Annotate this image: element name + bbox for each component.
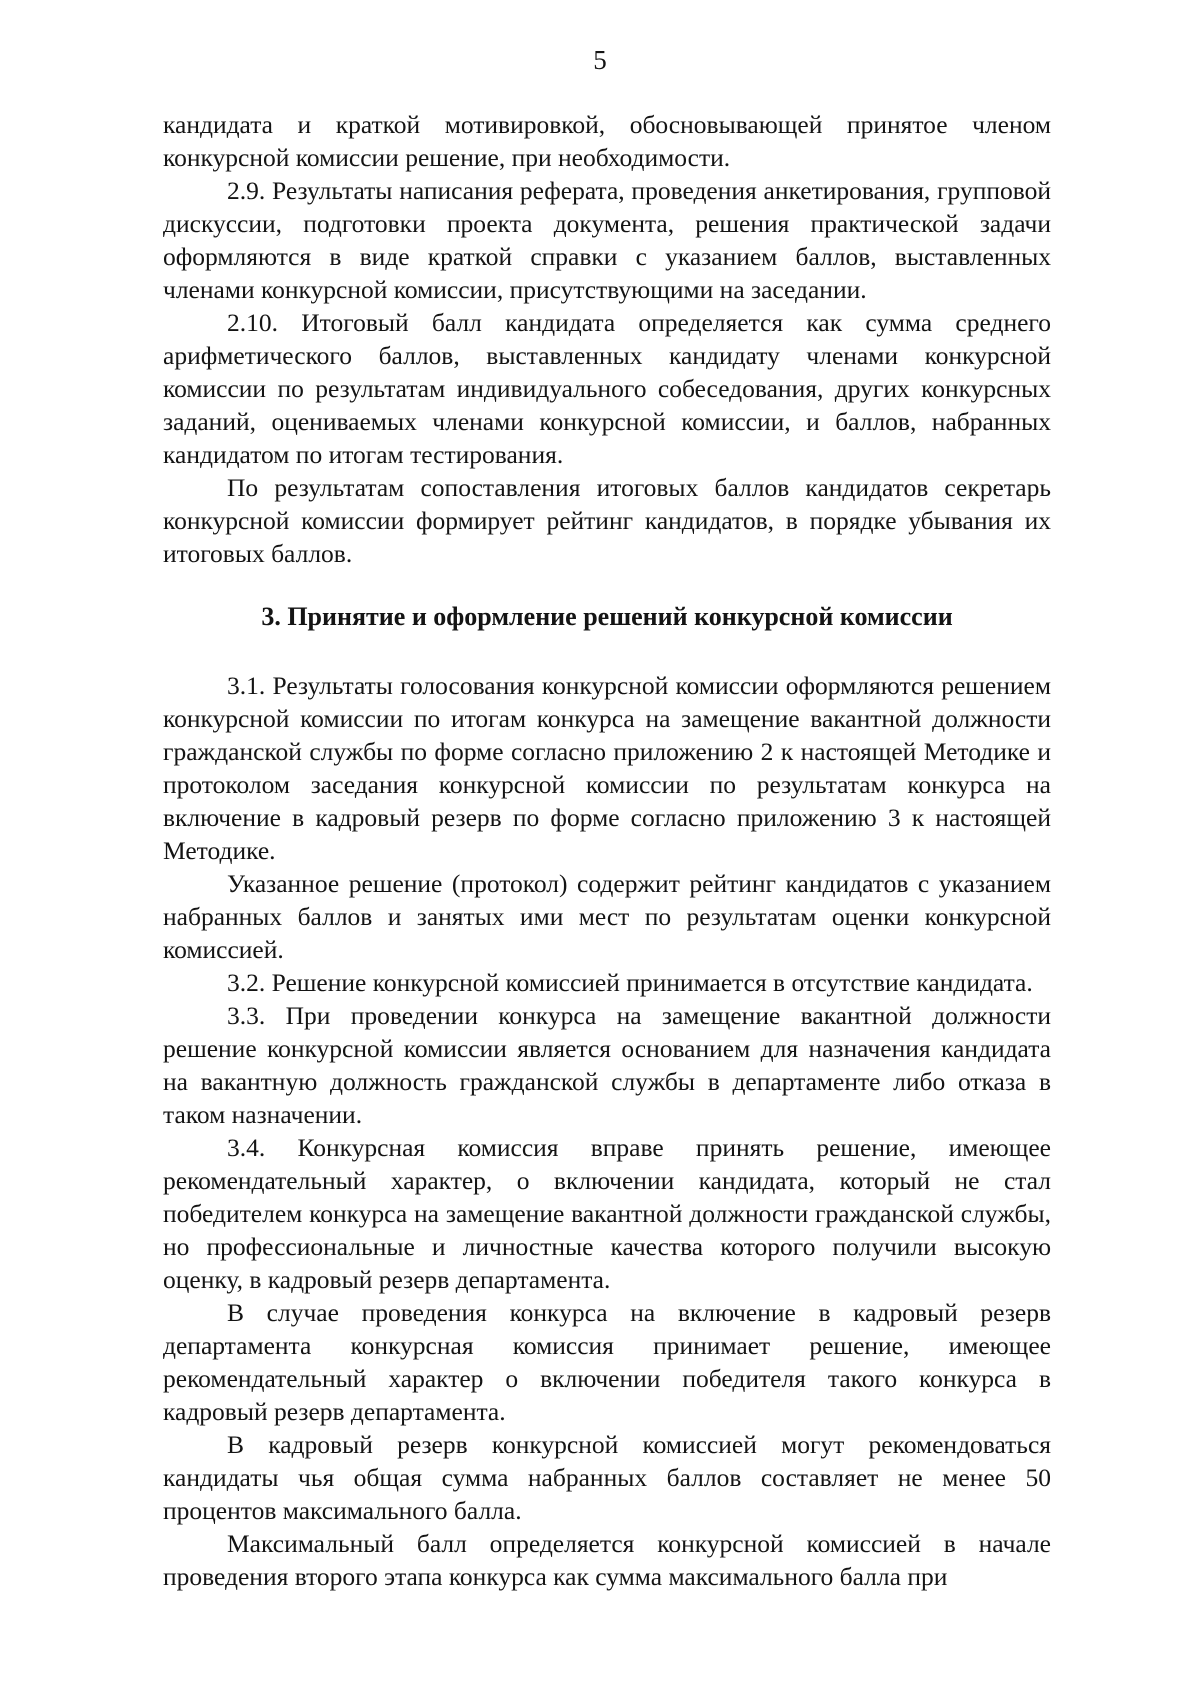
paragraph: В случае проведения конкурса на включение в кадровый резерв департамента конкурсная комиссия принимает решение, имеющее рекомендательный характер о включении победителя такого конкурса в кадровый резерв департамента. — [163, 1298, 1051, 1426]
paragraph-3-2: 3.2. Решение конкурсной комиссией принимается в отсутствие кандидата. — [227, 968, 1033, 997]
paragraph: кандидата и краткой мотивировкой, обосновывающей принятое членом конкурсной комиссии решение, при необходимости. — [163, 110, 1051, 172]
paragraph: В кадровый резерв конкурсной комиссией могут рекомендоваться кандидаты чья общая сумма набранных баллов составляет не менее 50 процентов максимального балла. — [163, 1430, 1051, 1525]
document-body — [163, 108, 1051, 1593]
paragraph-3-4: 3.4. Конкурсная комиссия вправе принять решение, имеющее рекомендательный характер, о включении кандидата, который не стал победителем конкурса на замещение вакантной должности гражданской службы, но профессиональные и личностные качества которого получили высокую оценку, в кадровый резерв департамента. — [163, 1133, 1051, 1294]
paragraph: Указанное решение (протокол) содержит рейтинг кандидатов с указанием набранных баллов и занятых ими мест по результатам оценки конкурсной комиссией. — [163, 869, 1051, 964]
paragraph: Максимальный балл определяется конкурсной комиссией в начале проведения второго этапа конкурса как сумма максимального балла при — [163, 1529, 1051, 1591]
section-heading: 3. Принятие и оформление решений конкурсной комиссии — [261, 602, 953, 631]
paragraph-3-3: 3.3. При проведении конкурса на замещение вакантной должности решение конкурсной комиссии является основанием для назначения кандидата на вакантную должность гражданской службы в департаменте либо отказа в таком назначении. — [163, 1001, 1051, 1129]
paragraph: По результатам сопоставления итоговых баллов кандидатов секретарь конкурсной комиссии формирует рейтинг кандидатов, в порядке убывания их итоговых баллов. — [163, 473, 1051, 568]
paragraph-3-1: 3.1. Результаты голосования конкурсной комиссии оформляются решением конкурсной комиссии по итогам конкурса на замещение вакантной должности гражданской службы по форме согласно приложению 2 к настоящей Методике и протоколом заседания конкурсной комиссии по результатам конкурса на включение в кадровый резерв по форме согласно приложению 3 к настоящей Методике. — [163, 671, 1051, 865]
paragraph-2-9: 2.9. Результаты написания реферата, проведения анкетирования, групповой дискуссии, подготовки проекта документа, решения практической задачи оформляются в виде краткой справки с указанием баллов, выставленных членами конкурсной комиссии, присутствующими на заседании. — [163, 176, 1051, 304]
page-number: 5 — [593, 45, 607, 75]
paragraph-2-10: 2.10. Итоговый балл кандидата определяется как сумма среднего арифметического баллов, выставленных кандидату членами конкурсной комиссии по результатам индивидуального собеседования, других конкурсных заданий, оцениваемых членами конкурсной комиссии, и баллов, набранных кандидатом по итогам тестирования. — [163, 308, 1051, 469]
